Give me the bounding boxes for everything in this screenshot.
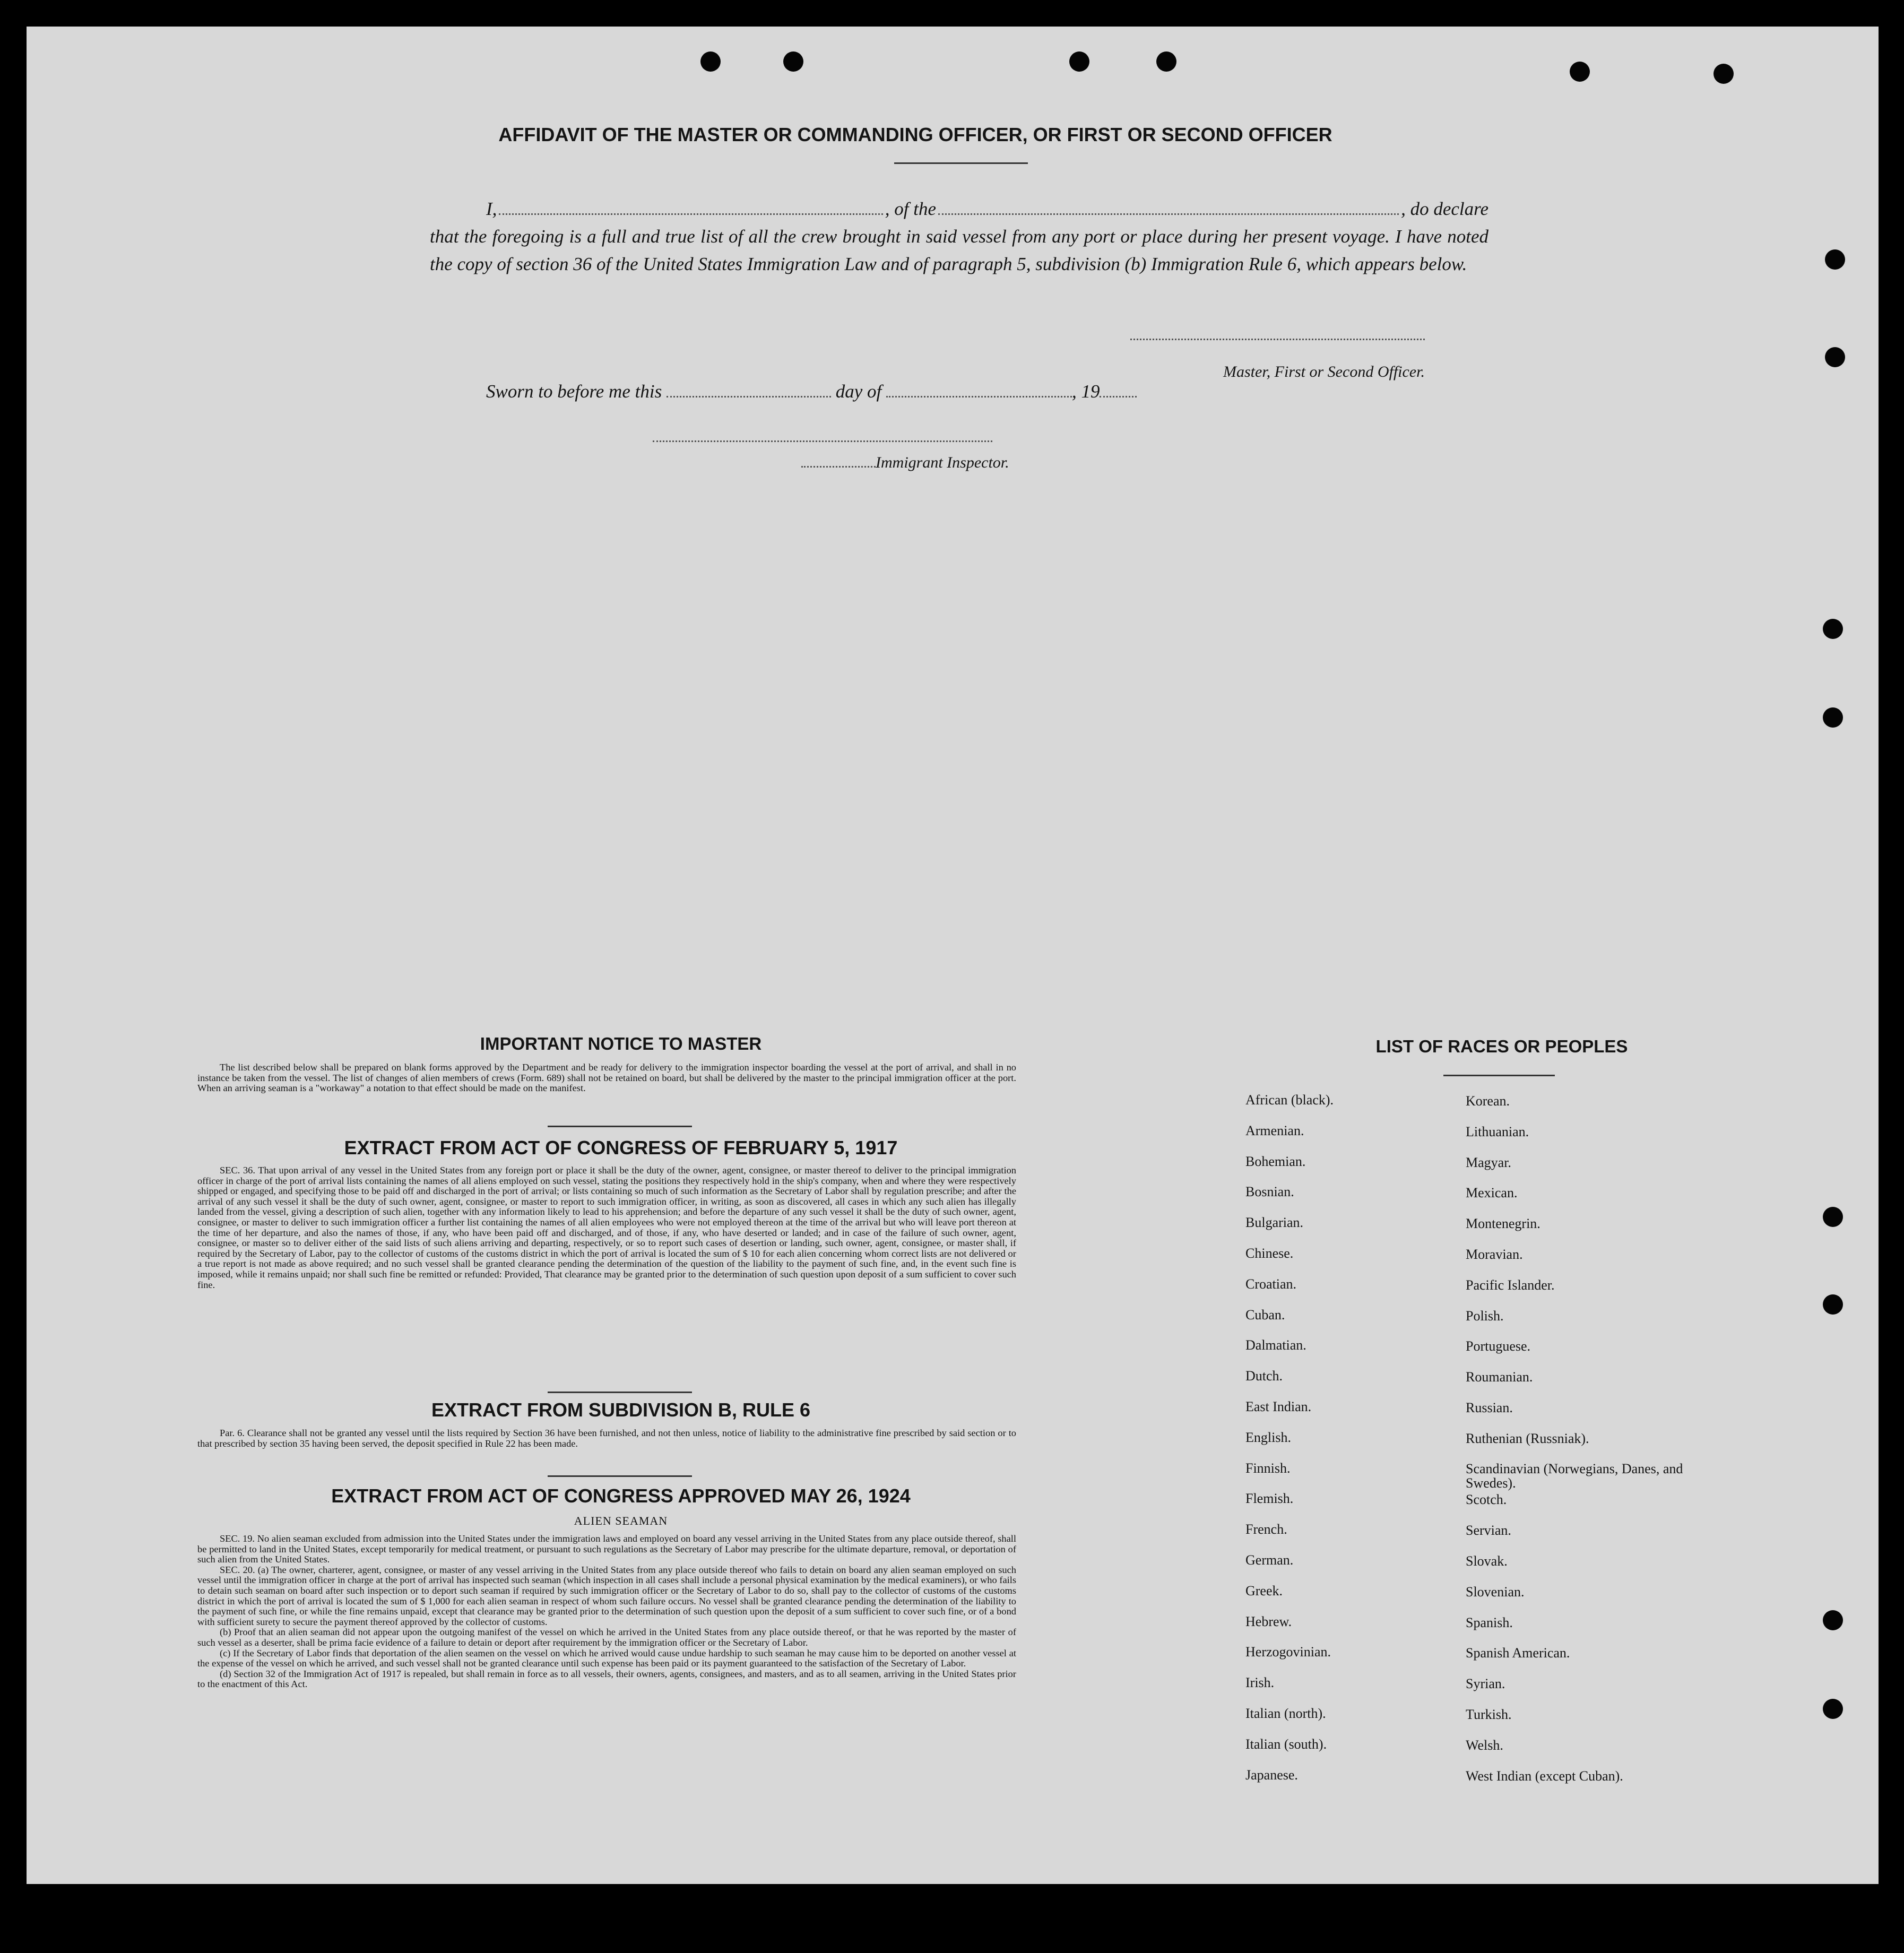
race-item: Lithuanian. xyxy=(1466,1124,1529,1139)
sworn-prefix: Sworn to before me this xyxy=(486,381,662,402)
punch-hole xyxy=(1069,51,1089,72)
race-item: English. xyxy=(1245,1429,1291,1445)
race-item: West Indian (except Cuban). xyxy=(1466,1768,1623,1784)
inspector-label-wrap xyxy=(801,454,1009,472)
sec-20a-paragraph: SEC. 20. (a) The owner, charterer, agent, consignee, or master of any vessel arriving in the United States from any place outside thereof who fails to detain on board any alien seaman employed on such vessel until the immigration officer in charge at the port of arrival has inspected such seaman (which inspection in all cases shall include a personal physical examination by the medical examiners), or who fails to detain such seaman on board after such inspection or to deport such seaman if required by such immigration officer or the Secretary of Labor to do so, shall pay to the collector of customs of the customs district in which the port of arrival is located the sum of $ 1,000 for each alien seaman in respect of whom such failure occurs. No vessel shall be granted clearance pending the determination of the liability to the payment of such fine, or while the fine remains unpaid, except that clearance may be granted prior to the determination of such question upon the deposit of a sum sufficient to cover such fine, or of a bond with sufficient surety to secure the payment thereof approved by the collector of customs. xyxy=(197,1564,1016,1627)
race-item: French. xyxy=(1245,1522,1287,1537)
race-item: Welsh. xyxy=(1466,1737,1503,1753)
sworn-year: , 19 xyxy=(1071,381,1100,402)
section-divider xyxy=(548,1392,692,1393)
affidavit-title: AFFIDAVIT OF THE MASTER OR COMMANDING OFFICER, OR FIRST OR SECOND OFFICER xyxy=(498,124,1332,145)
race-item: Scandinavian (Norwegians, Danes, and Swedes). xyxy=(1466,1461,1683,1491)
notice-paragraph: The list described below shall be prepared on blank forms approved by the Department and be ready for delivery to the immigration inspector boarding the vessel at the port of arrival, and shall in no instance be taken from the vessel. The list of changes of alien members of crews (Form. 689) shall not be retained on board, but shall be delivered by the master to the principal immigration officer at the port. When an arriving seaman is a "workaway" a notation to that effect should be made on the manifest. xyxy=(197,1062,1016,1094)
punch-hole xyxy=(1823,1699,1843,1719)
inspector-signature-line xyxy=(653,440,992,442)
punch-hole xyxy=(1570,62,1590,82)
race-item: Croatian. xyxy=(1245,1276,1297,1292)
race-item: Spanish. xyxy=(1466,1614,1513,1630)
punch-hole xyxy=(1156,51,1176,72)
race-item: Bulgarian. xyxy=(1245,1215,1304,1231)
punch-hole xyxy=(1823,1207,1843,1227)
race-item: Flemish. xyxy=(1245,1491,1294,1507)
punch-hole xyxy=(1823,619,1843,639)
sec-20c-paragraph: (c) If the Secretary of Labor finds that deportation of the alien seamen on the vessel on which he arrived would cause undue hardship to such seaman he may cause him to be deported on another vessel at the expense of the vessel on which he arrived, and such vessel shall not be granted clearance until such expense has been paid or its payment guaranteed to the satisfaction of the Secretary of Labor. xyxy=(197,1647,1016,1669)
race-item: Korean. xyxy=(1466,1093,1510,1109)
race-item: Greek. xyxy=(1245,1583,1283,1598)
race-item: Montenegrin. xyxy=(1466,1216,1540,1232)
notice-title: IMPORTANT NOTICE TO MASTER xyxy=(480,1034,762,1053)
race-item: Slovak. xyxy=(1466,1553,1508,1569)
sec-20d-paragraph: (d) Section 32 of the Immigration Act of 1917 is repealed, but shall remain in force as to all vessels, their owners, agents, consignees, and masters, and as to all seamen, arriving in the United States prior to the enactment of this Act. xyxy=(197,1668,1016,1690)
document-page xyxy=(27,27,1879,1884)
race-item: Servian. xyxy=(1466,1523,1511,1539)
sworn-line xyxy=(486,381,1137,402)
master-signature-label: Master, First or Second Officer. xyxy=(1223,363,1425,381)
race-item: Irish. xyxy=(1245,1675,1275,1691)
affidavit-first-line xyxy=(430,195,1488,223)
notice-text xyxy=(197,1062,1016,1094)
sworn-day-of: day of xyxy=(835,381,882,402)
punch-hole xyxy=(1823,707,1843,728)
extract-1924-title: EXTRACT FROM ACT OF CONGRESS APPROVED MAY 26, 1924 xyxy=(331,1485,911,1507)
punch-hole xyxy=(1825,249,1845,270)
race-item: Magyar. xyxy=(1466,1154,1511,1170)
punch-hole xyxy=(1823,1610,1843,1630)
sec-19-paragraph: SEC. 19. No alien seaman excluded from admission into the United States under the immigration laws and employed on board any vessel arriving in the United States from any place outside thereof, shall be permitted to land in the United States, except temporarily for medical treatment, or pursuant to such regulations as the Secretary of Labor may prescribe for the ultimate departure, removal, or deportation of such alien from the United States. xyxy=(197,1533,1016,1565)
races-divider xyxy=(1443,1075,1555,1076)
races-title: LIST OF RACES OR PEOPLES xyxy=(1375,1036,1628,1056)
race-item: African (black). xyxy=(1245,1092,1334,1108)
month-blank xyxy=(886,395,1072,397)
title-divider xyxy=(894,162,1028,164)
race-item: Dalmatian. xyxy=(1245,1337,1306,1353)
punch-hole xyxy=(783,51,803,72)
race-item: Portuguese. xyxy=(1466,1338,1531,1354)
race-item: Finnish. xyxy=(1245,1460,1291,1476)
race-item: Moravian. xyxy=(1466,1246,1523,1262)
punch-hole xyxy=(700,51,721,72)
race-item: Italian (north). xyxy=(1245,1705,1326,1721)
day-blank xyxy=(667,395,831,397)
races-column-1 xyxy=(1245,1092,1436,1798)
name-blank xyxy=(499,213,882,215)
race-item: Russian. xyxy=(1466,1399,1513,1415)
race-item: Chinese. xyxy=(1245,1245,1294,1261)
affidavit-body-text: that the foregoing is a full and true list of all the crew brought in said vessel from any port or place during her present voyage. I have noted the copy of section 36 of the United States Immigration Law and of paragraph 5, subdivision (b) Immigration Rule 6, which appears below. xyxy=(430,226,1488,274)
section-divider xyxy=(548,1475,692,1477)
race-item: Turkish. xyxy=(1466,1706,1512,1722)
extract-1917-text xyxy=(197,1165,1016,1290)
inspector-label-blank xyxy=(801,465,876,468)
race-item: Bosnian. xyxy=(1245,1184,1294,1200)
race-item: Cuban. xyxy=(1245,1307,1285,1323)
extract-rule6-text xyxy=(197,1428,1016,1449)
race-item: German. xyxy=(1245,1552,1294,1568)
punch-hole xyxy=(1713,64,1734,84)
race-item: Polish. xyxy=(1466,1308,1504,1324)
race-item: Armenian. xyxy=(1245,1122,1304,1138)
affidavit-statement xyxy=(430,195,1488,278)
extract-rule6-title: EXTRACT FROM SUBDIVISION B, RULE 6 xyxy=(431,1399,811,1421)
section-divider xyxy=(548,1126,692,1127)
race-item: Herzogovinian. xyxy=(1245,1644,1331,1660)
year-blank xyxy=(1100,395,1137,397)
extract-1924-subtitle: ALIEN SEAMAN xyxy=(574,1514,668,1527)
race-item: East Indian. xyxy=(1245,1398,1312,1414)
race-item: Ruthenian (Russniak). xyxy=(1466,1430,1589,1446)
affidavit-of-the: , of the xyxy=(885,198,937,219)
race-item: Japanese. xyxy=(1245,1767,1298,1783)
extract-1917-paragraph: SEC. 36. That upon arrival of any vessel in the United States from any foreign port or place it shall be the duty of the owner, agent, consignee, or master thereof to deliver to the principal immigration officer in charge of the port of arrival lists containing the names of all aliens employed on such vessel, stating the positions they respectively hold in the ship's company, when and where they were respectively shipped or engaged, and specifying those to be paid off and discharged in the port of arrival; or lists containing so much of such information as the Secretary of Labor shall by regulation prescribe; and after the arrival of any such vessel it shall be the duty of such owner, agent, consignee, or master to report to such immigration officer, in writing, as soon as discovered, all cases in which any such alien has illegally landed from the vessel, giving a description of such alien, together with any information likely to lead to his apprehension; and before the departure of any such vessel it shall be the duty of such owner, agent, consignee, or master to deliver to such immigration officer a further list containing the names of all alien employees who were not employed thereon at the time of the arrival but who will leave port thereon at the time of her departure, and also the names of those, if any, who have been paid off and discharged, and of those, if any, who have deserted or landed; and in case of the failure of such owner, agent, consignee, or master so to deliver either of the said lists of such aliens arriving and departing, respectively, or so to report such cases of desertion or landing, such owner, agent, consignee, or master shall, if required by the Secretary of Labor, pay to the collector of customs of the customs district in which the port of arrival is located the sum of $ 10 for each alien concerning whom correct lists are not delivered or a true report is not made as above required; and no such vessel shall be granted clearance pending the determination of the question of the liability to the payment of such fine, and, in the event such fine is imposed, while it remains unpaid; nor shall such fine be remitted or refunded: Provided, That clearance may be granted prior to the determination of such question upon deposit of a sum sufficient to cover such fine. xyxy=(197,1165,1016,1290)
extract-rule6-paragraph: Par. 6. Clearance shall not be granted any vessel until the lists required by Section 36 have been furnished, and not then unless, notice of liability to the administrative fine prescribed by said section or to that prescribed by section 35 having been served, the deposit specified in Rule 22 has been made. xyxy=(197,1428,1016,1449)
race-item: Scotch. xyxy=(1466,1492,1507,1508)
race-item: Bohemian. xyxy=(1245,1153,1306,1169)
punch-hole xyxy=(1823,1294,1843,1315)
race-item: Italian (south). xyxy=(1245,1736,1327,1752)
race-item: Dutch. xyxy=(1245,1368,1283,1384)
master-signature-line xyxy=(1130,339,1425,340)
vessel-blank xyxy=(938,213,1399,215)
race-item: Pacific Islander. xyxy=(1466,1277,1555,1293)
inspector-label: Immigrant Inspector. xyxy=(876,454,1009,471)
race-item: Syrian. xyxy=(1466,1676,1505,1692)
race-item: Mexican. xyxy=(1466,1185,1518,1201)
extract-1924-text xyxy=(197,1534,1016,1690)
extract-1917-title: EXTRACT FROM ACT OF CONGRESS OF FEBRUARY 5, 1917 xyxy=(344,1137,898,1159)
race-item: Spanish American. xyxy=(1466,1645,1570,1661)
sec-20b-paragraph: (b) Proof that an alien seaman did not appear upon the outgoing manifest of the vessel on which he arrived in the United States from any place outside thereof, or that he was reported by the master of such vessel as a deserter, shall be prima facie evidence of a failure to detain or deport after requirement by the immigration officer or the Secretary of Labor. xyxy=(197,1627,1016,1648)
race-item: Slovenian. xyxy=(1466,1584,1525,1600)
race-item: Hebrew. xyxy=(1245,1613,1292,1629)
race-item: Roumanian. xyxy=(1466,1369,1533,1385)
punch-hole xyxy=(1825,347,1845,367)
races-column-2 xyxy=(1466,1093,1689,1799)
affidavit-declare: , do declare xyxy=(1401,198,1488,219)
affidavit-i: I, xyxy=(486,198,497,219)
